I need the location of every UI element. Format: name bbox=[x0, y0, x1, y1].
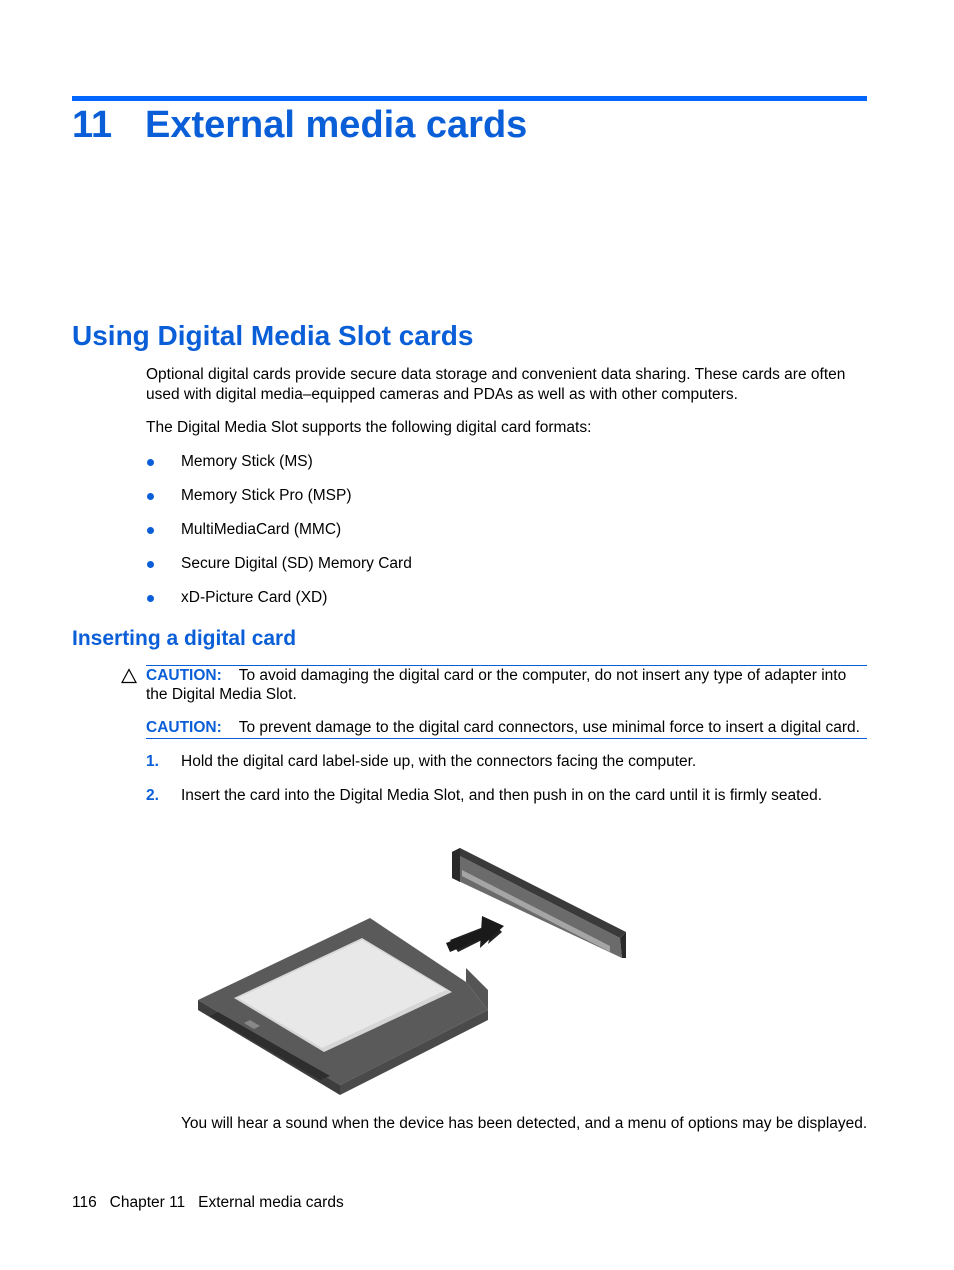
subsection-title: Inserting a digital card bbox=[72, 627, 297, 650]
bullet-icon bbox=[147, 459, 154, 466]
page-number: 116 bbox=[72, 1194, 97, 1211]
section-title: Using Digital Media Slot cards bbox=[72, 320, 474, 351]
step-text: Insert the card into the Digital Media Slot, and then push in on the card until it is firmly seated. bbox=[181, 787, 823, 804]
caution-2 bbox=[146, 718, 868, 737]
step-text: Hold the digital card label-side up, with the connectors facing the computer. bbox=[181, 753, 697, 770]
caution-icon bbox=[121, 668, 137, 684]
intro-paragraph: Optional digital cards provide secure data storage and convenient data sharing. These cards are often used with digital media–equipped cameras and PDAs as well as with other computers. bbox=[146, 366, 846, 403]
caution-text: To avoid damaging the digital card or the computer, do not insert any type of adapter into the Digital Media Slot. bbox=[146, 667, 847, 703]
bullet-icon bbox=[147, 493, 154, 500]
list-item bbox=[146, 786, 822, 820]
list-item: Secure Digital (SD) Memory Card bbox=[146, 554, 412, 588]
footer-chapter-label: Chapter 11 bbox=[109, 1194, 186, 1211]
chapter-rule bbox=[72, 96, 867, 101]
list-item: xD-Picture Card (XD) bbox=[146, 588, 412, 622]
footer-chapter-title: External media cards bbox=[198, 1194, 344, 1211]
chapter-title-text: External media cards bbox=[145, 104, 528, 146]
caution-rule-bottom bbox=[146, 738, 867, 739]
caution-text: To prevent damage to the digital card connectors, use minimal force to insert a digital card. bbox=[238, 719, 860, 736]
list-item: Memory Stick (MS) bbox=[146, 452, 412, 486]
insert-steps-list bbox=[146, 752, 822, 820]
caution-label: CAUTION: bbox=[146, 719, 222, 736]
bullet-icon bbox=[147, 595, 154, 602]
page-footer bbox=[72, 1193, 344, 1213]
card-formats-list bbox=[146, 452, 412, 622]
caution-label: CAUTION: bbox=[146, 667, 222, 684]
list-item: Memory Stick Pro (MSP) bbox=[146, 486, 412, 520]
step-number: 2. bbox=[146, 787, 159, 804]
caution-1 bbox=[146, 666, 868, 704]
formats-intro: The Digital Media Slot supports the following digital card formats: bbox=[146, 419, 592, 436]
bullet-icon bbox=[147, 561, 154, 568]
bullet-icon bbox=[147, 527, 154, 534]
chapter-number: 11 bbox=[72, 104, 113, 146]
step-number: 1. bbox=[146, 753, 159, 770]
insert-card-illustration bbox=[190, 840, 630, 1095]
closing-paragraph: You will hear a sound when the device has been detected, and a menu of options may be displayed. bbox=[181, 1115, 868, 1132]
list-item: MultiMediaCard (MMC) bbox=[146, 520, 412, 554]
chapter-title bbox=[72, 102, 527, 148]
list-item bbox=[146, 752, 822, 786]
